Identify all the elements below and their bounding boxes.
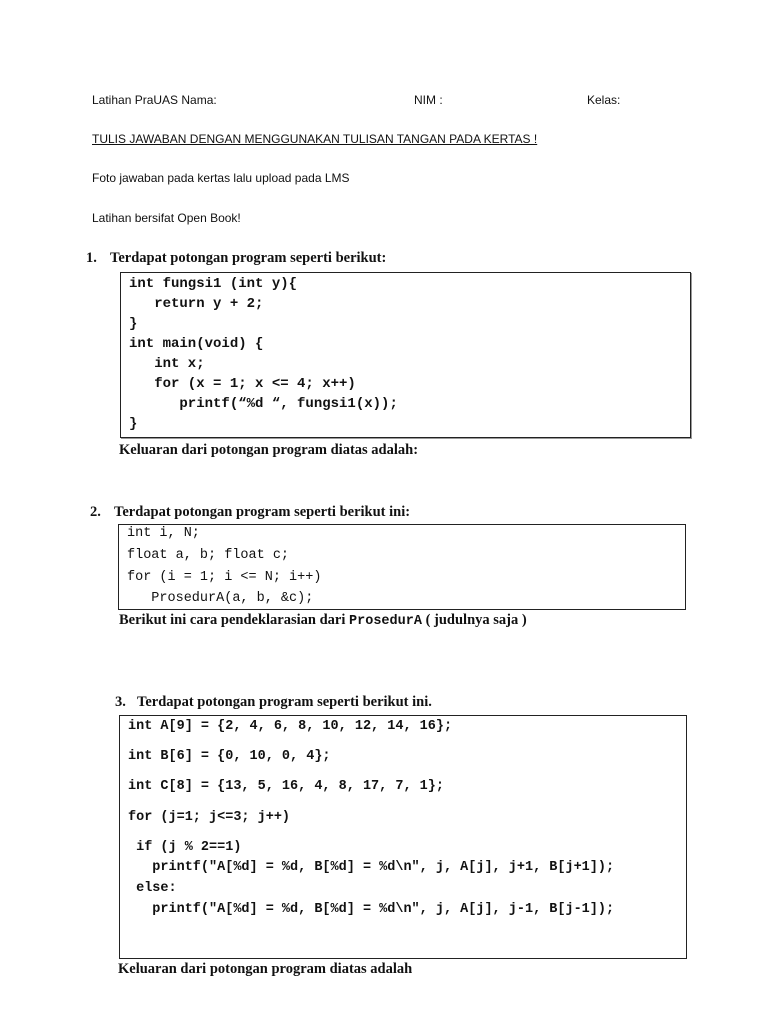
q1-number: 1. <box>86 250 97 266</box>
code-line: for (x = 1; x <= 4; x++) <box>129 376 356 392</box>
code-line: } <box>129 316 138 332</box>
q1-answer-prompt: Keluaran dari potongan program diatas adalah: <box>119 442 419 458</box>
header-nim: NIM : <box>414 93 443 107</box>
code-line: int A[9] = {2, 4, 6, 8, 10, 12, 14, 16}; <box>128 719 453 734</box>
header-title-nama: Latihan PraUAS Nama: <box>92 93 217 107</box>
code-line: if (j % 2==1) <box>128 840 242 855</box>
q2-answer-code: ProsedurA <box>349 614 422 629</box>
code-line: int C[8] = {13, 5, 16, 4, 8, 17, 7, 1}; <box>128 779 444 794</box>
q2-answer-prompt <box>119 612 527 629</box>
instruction-upload: Foto jawaban pada kertas lalu upload pada LMS <box>92 171 350 185</box>
code-line: int main(void) { <box>129 336 264 352</box>
code-line: return y + 2; <box>129 296 264 312</box>
code-line: int B[6] = {0, 10, 0, 4}; <box>128 749 331 764</box>
q2-number: 2. <box>90 504 101 520</box>
q1-prompt: Terdapat potongan program seperti berikut: <box>110 250 387 266</box>
instruction-open-book: Latihan bersifat Open Book! <box>92 211 241 225</box>
q2-code-box <box>118 524 686 610</box>
q1-code-box <box>120 272 691 438</box>
header-kelas: Kelas: <box>587 93 621 107</box>
code-line: int fungsi1 (int y){ <box>129 276 298 292</box>
instruction-handwrite: TULIS JAWABAN DENGAN MENGGUNAKAN TULISAN TANGAN PADA KERTAS ! <box>92 132 538 146</box>
code-line: int x; <box>129 356 205 372</box>
code-line: float a, b; float c; <box>127 548 290 563</box>
code-line: int i, N; <box>127 526 200 541</box>
q3-code-box <box>119 715 687 959</box>
q2-answer-suffix: ( judulnya saja ) <box>421 612 527 628</box>
code-line: for (j=1; j<=3; j++) <box>128 810 291 825</box>
code-line: } <box>129 416 138 432</box>
code-line: for (i = 1; i <= N; i++) <box>127 570 322 585</box>
code-line: printf(“%d “, fungsi1(x)); <box>129 396 398 412</box>
q3-answer-prompt: Keluaran dari potongan program diatas adalah <box>118 961 413 977</box>
code-line: printf("A[%d] = %d, B[%d] = %d\n", j, A[j], j+1, B[j+1]); <box>128 860 615 875</box>
q2-prompt: Terdapat potongan program seperti berikut ini: <box>114 504 411 520</box>
q2-answer-prefix: Berikut ini cara pendeklarasian dari <box>119 612 350 628</box>
code-line: else: <box>128 881 177 896</box>
q3-number: 3. <box>115 694 126 710</box>
q3-prompt: Terdapat potongan program seperti berikut ini. <box>137 694 432 710</box>
code-line: printf("A[%d] = %d, B[%d] = %d\n", j, A[j], j-1, B[j-1]); <box>128 902 615 917</box>
code-line: ProsedurA(a, b, &c); <box>127 591 314 606</box>
